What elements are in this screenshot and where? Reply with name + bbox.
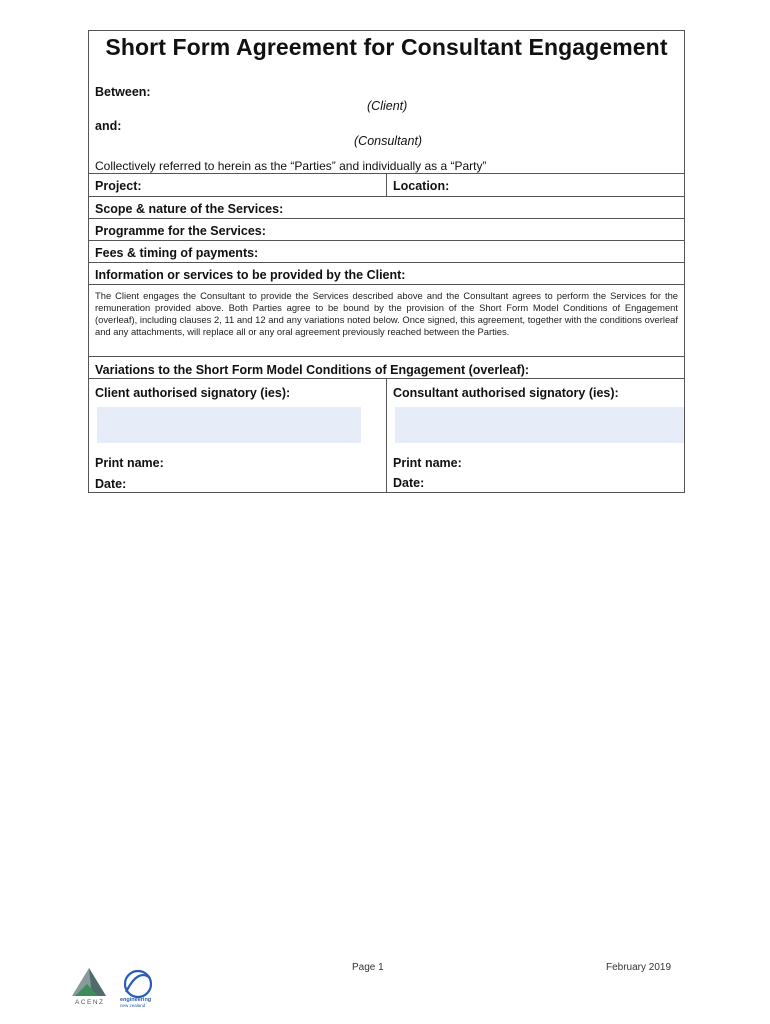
client-sig-label: Client authorised signatory (ies): (95, 386, 291, 400)
eng-nz-subline: new zealand (120, 1003, 146, 1008)
agreement-form (88, 30, 685, 493)
consultant-signature-field[interactable] (395, 407, 684, 443)
client-signature-field[interactable] (97, 407, 361, 443)
programme-field[interactable] (89, 218, 684, 240)
project-field[interactable] (89, 174, 387, 196)
footer-logos (72, 966, 162, 1010)
client-signatory-column (89, 379, 387, 492)
footer-date: February 2019 (606, 962, 672, 973)
consultant-print-name-label: Print name: (393, 456, 462, 470)
variations-label: Variations to the Short Form Model Conditions of Engagement (overleaf): (95, 363, 530, 377)
scope-field[interactable] (89, 196, 684, 218)
client-date-label: Date: (95, 477, 127, 491)
project-location-row (89, 173, 684, 196)
page-title: Short Form Agreement for Consultant Engagement (105, 34, 668, 60)
consultant-signatory-column (387, 379, 684, 492)
variations-field[interactable] (89, 356, 684, 378)
consultant-role-field[interactable]: (Consultant) (354, 134, 423, 148)
parties-section (89, 67, 684, 173)
acenz-wordmark: ACENZ (75, 999, 105, 1006)
collective-text: Collectively referred to herein as the “Parties” and individually as a “Party” (95, 159, 487, 173)
programme-label: Programme for the Services: (95, 224, 266, 238)
location-label: Location: (393, 179, 450, 193)
agreement-text: The Client engages the Consultant to provide the Services described above and the Consultant agrees to perform the Services for the remuneration provided above. Both Parties agree to be bound by the provision of the Short Form Model Conditions of Engagement (overleaf), including clauses 2, 11 and 12 and any variations noted below. Once signed, this agreement, together with the conditions overleaf and any attachments, will replace all or any oral agreement previously reached between the Parties. (89, 284, 684, 356)
consultant-sig-label: Consultant authorised signatory (ies): (393, 386, 619, 400)
fees-field[interactable] (89, 240, 684, 262)
location-field[interactable] (387, 174, 684, 196)
client-role-field[interactable]: (Client) (367, 99, 408, 113)
and-label: and: (95, 119, 122, 133)
info-label: Information or services to be provided by the Client: (95, 268, 406, 282)
consultant-date-label: Date: (393, 476, 425, 490)
fees-label: Fees & timing of payments: (95, 246, 259, 260)
scope-label: Scope & nature of the Services: (95, 202, 284, 216)
eng-nz-wordmark: engineering (120, 997, 152, 1003)
page-number: Page 1 (352, 962, 384, 973)
project-label: Project: (95, 179, 142, 193)
client-print-name-label: Print name: (95, 456, 164, 470)
info-field[interactable] (89, 262, 684, 284)
signatories-section (89, 378, 684, 492)
between-label: Between: (95, 85, 151, 99)
